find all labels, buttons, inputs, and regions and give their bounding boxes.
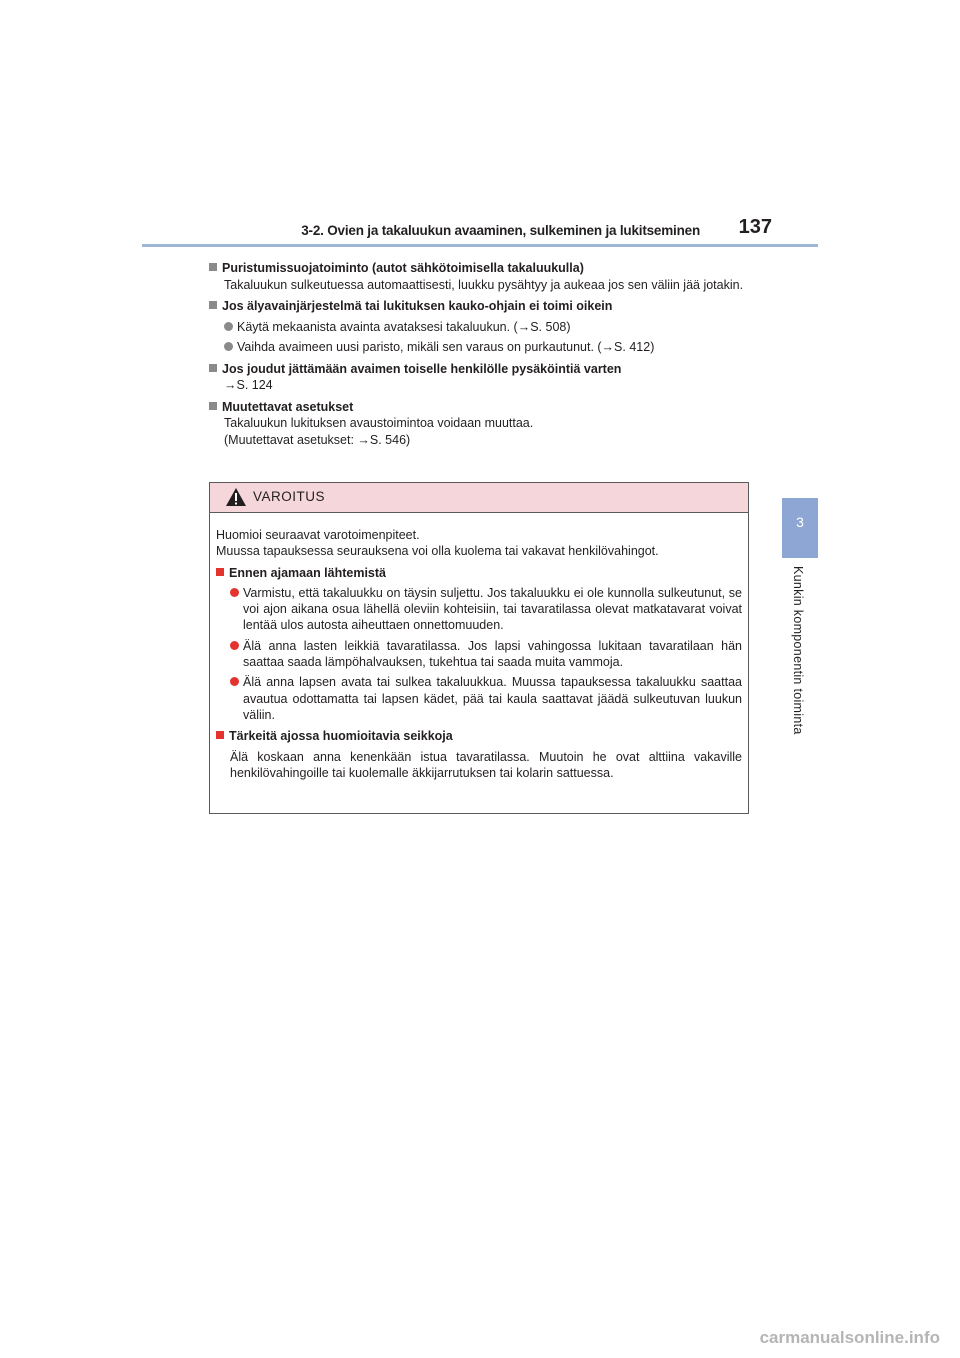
warning-triangle-icon <box>225 487 247 507</box>
chapter-tab <box>782 498 818 558</box>
section-text: (Muutettavat asetukset: →S. 546) <box>224 432 411 447</box>
square-bullet-icon <box>209 263 217 271</box>
warning-item: Älä anna lasten leikkiä tavaratilassa. Jos lapsi vahingossa lukitaan tavaratilaan hän saattaa saada lämpöhalvauksen, tukehtua tai saada muita vammoja. <box>216 638 742 671</box>
square-bullet-icon <box>216 731 224 739</box>
warning-text: Älä koskaan anna kenenkään istua tavaratilassa. Muutoin he ovat alttiina vakaville henkilövahingoille tai kuolemalle äkkijarrutuksen tai kolarin sattuessa. <box>230 749 742 780</box>
list-item: Käytä mekaanista avainta avataksesi takaluukun. (→S. 508) <box>209 319 749 336</box>
chapter-tab-number: 3 <box>796 514 804 530</box>
circle-bullet-icon <box>230 588 239 597</box>
section-text: Takaluukun lukituksen avaustoimintoa voidaan muuttaa. <box>224 416 534 430</box>
section-heading: Jos joudut jättämään avaimen toiselle henkilölle pysäköintiä varten <box>209 361 749 378</box>
warning-item: Varmistu, että takaluukku on täysin suljettu. Jos takaluukku ei ole kunnolla sulkeutunut, se voi ajon aikana osua lähellä oleviin kohteisiin, tai tavaratilassa olevat matkatavarat voivat lentää ulos autosta aiheuttaen onnettomuuden. <box>216 585 742 634</box>
page-header <box>142 214 818 244</box>
square-bullet-icon <box>209 402 217 410</box>
watermark: carmanualsonline.info <box>759 1328 940 1347</box>
warning-heading: Ennen ajamaan lähtemistä <box>216 565 742 581</box>
warning-body <box>210 513 748 781</box>
circle-bullet-icon <box>230 641 239 650</box>
circle-bullet-icon <box>230 677 239 686</box>
section-heading: Muutettavat asetukset <box>209 399 749 416</box>
warning-title: VAROITUS <box>253 489 326 504</box>
warning-item: Älä anna lapsen avata tai sulkea takaluukkua. Muussa tapauksessa takaluukku saattaa avautua odottamatta tai lapsen kädet, pää tai kaula saattavat jäädä sulkeutuvan luukun väliin. <box>216 674 742 723</box>
page-number: 137 <box>738 216 772 238</box>
section-text: Takaluukun sulkeutuessa automaattisesti, luukku pysähtyy ja aukeaa jos sen väliin jää jotakin. <box>224 277 744 292</box>
square-bullet-icon <box>209 364 217 372</box>
page-reference: →S. 124 <box>224 378 273 392</box>
warning-intro: Muussa tapauksessa seurauksena voi olla kuolema tai vakavat henkilövahingot. <box>216 544 659 559</box>
chapter-title: 3-2. Ovien ja takaluukun avaaminen, sulkeminen ja lukitseminen <box>301 223 700 238</box>
circle-bullet-icon <box>224 342 233 351</box>
list-item: Vaihda avaimeen uusi paristo, mikäli sen varaus on purkautunut. (→S. 412) <box>209 339 749 356</box>
square-bullet-icon <box>216 568 224 576</box>
circle-bullet-icon <box>224 322 233 331</box>
main-content <box>209 255 749 448</box>
warning-intro: Huomioi seuraavat varotoimenpiteet. <box>216 528 420 542</box>
header-rule <box>142 244 818 247</box>
section-heading: Jos älyavainjärjestelmä tai lukituksen kauko-ohjain ei toimi oikein <box>209 298 749 315</box>
square-bullet-icon <box>209 301 217 309</box>
warning-header <box>210 483 748 513</box>
section-heading: Puristumissuojatoiminto (autot sähkötoimisella takaluukulla) <box>209 260 749 277</box>
chapter-tab-label: Kunkin komponentin toiminta <box>791 566 805 735</box>
warning-heading: Tärkeitä ajossa huomioitavia seikkoja <box>216 728 742 744</box>
warning-box <box>209 482 749 814</box>
